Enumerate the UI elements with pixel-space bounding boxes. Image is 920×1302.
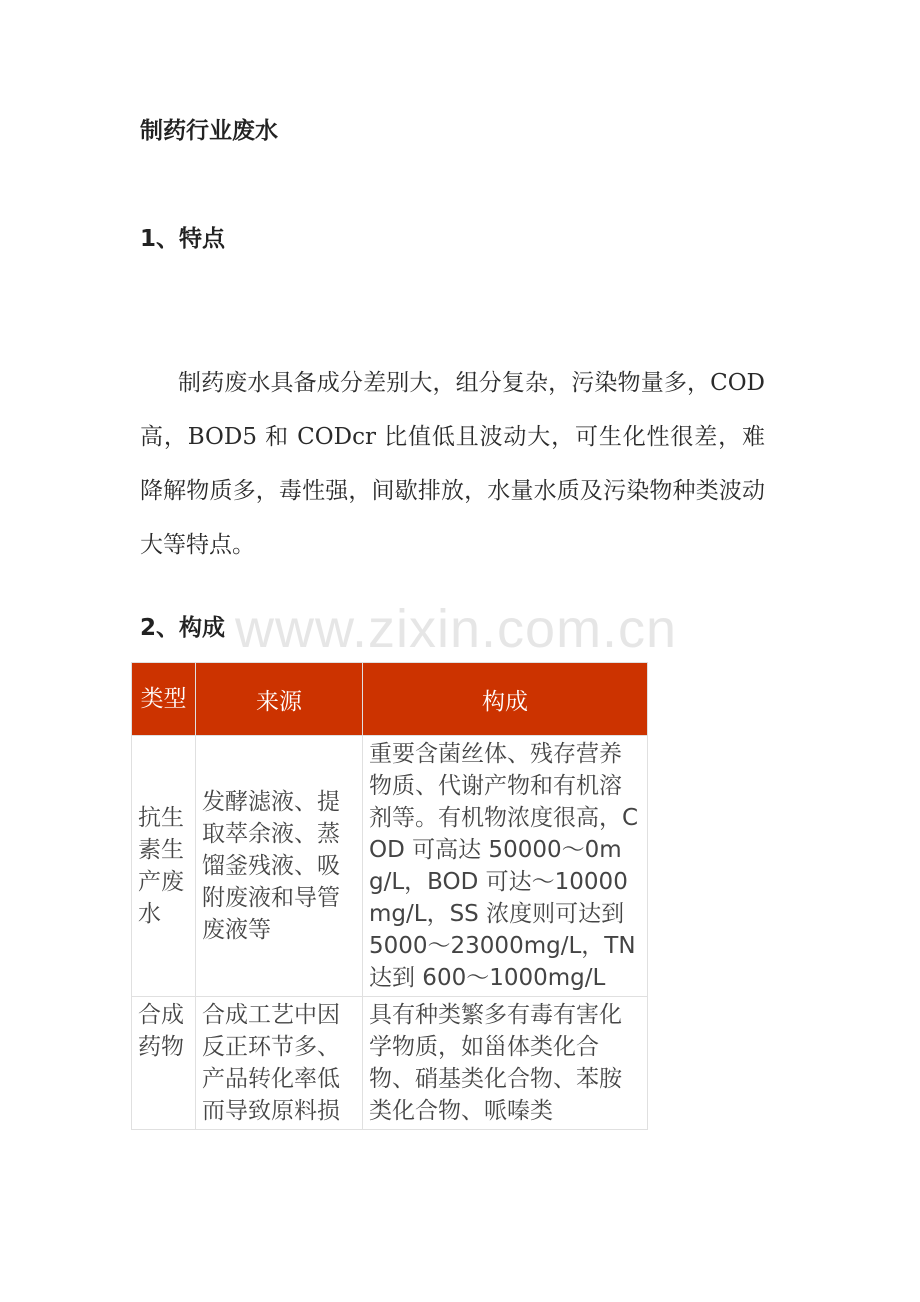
cell-source: 发酵滤液、提取萃余液、蒸馏釜残液、吸附废液和导管废液等	[196, 736, 363, 997]
composition-table	[131, 662, 648, 1130]
header-composition: 构成	[363, 663, 648, 736]
watermark: www.zixin.com.cn	[235, 599, 678, 659]
cell-type: 合成药物	[132, 997, 196, 1130]
cell-source: 合成工艺中因反正环节多、产品转化率低而导致原料损	[196, 997, 363, 1130]
cell-type: 抗生素生产废水	[132, 736, 196, 997]
header-type: 类型	[132, 663, 196, 736]
cell-composition: 重要含菌丝体、残存营养物质、代谢产物和有机溶剂等。有机物浓度很高，COD 可高达 50000～0mg/L，BOD 可达～10000mg/L，SS 浓度则可达到 5000～23000mg/L，TN 达到 600～1000mg/L	[363, 736, 648, 997]
table-header-row	[132, 663, 648, 736]
table-row	[132, 736, 648, 997]
document-title: 制药行业废水	[140, 118, 278, 144]
table-row	[132, 997, 648, 1130]
section-heading-composition: 2、构成	[140, 615, 226, 641]
header-source: 来源	[196, 663, 363, 736]
cell-composition: 具有种类繁多有毒有害化学物质，如甾体类化合物、硝基类化合物、苯胺类化合物、哌嗪类	[363, 997, 648, 1130]
section-heading-features: 1、特点	[140, 226, 226, 252]
features-paragraph: 制药废水具备成分差别大，组分复杂，污染物量多，COD 高，BOD5 和 CODcr 比值低且波动大，可生化性很差，难降解物质多，毒性强，间歇排放，水量水质及污染物种类波动大等特点。	[140, 370, 765, 558]
